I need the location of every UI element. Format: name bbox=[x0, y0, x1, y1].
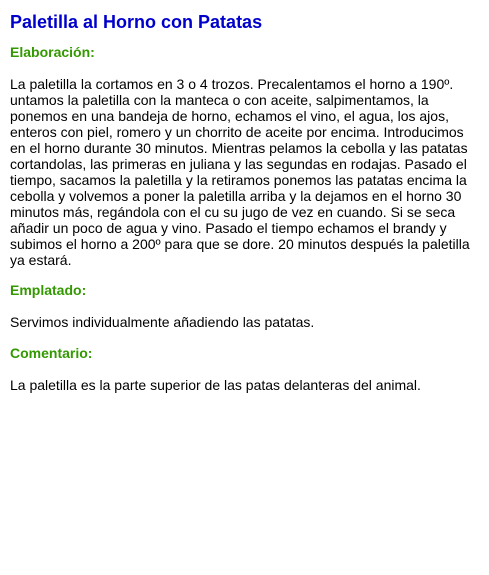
comentario-heading: Comentario: bbox=[10, 345, 93, 361]
comentario-text: La paletilla es la parte superior de las patas delanteras del animal. bbox=[10, 377, 421, 393]
elaboracion-text: La paletilla la cortamos en 3 o 4 trozos. Precalentamos el horno a 190º. untamos la paletilla con la manteca o con aceite, salpimentamos, la ponemos en una bandeja de horno, echamos el vino, el agua, los ajos, enteros con piel, romero y un chorrito de aceite por encima. Introducimos en el horno durante 30 minutos. Mientras pelamos la cebolla y las patatas cortandolas, las primeras en juliana y las segundas en rodajas. Pasado el tiempo, sacamos la paletilla y la retiramos ponemos las patatas encima la cebolla y volvemos a poner la paletilla arriba y la dejamos en el horno 30 minutos más, regándola con el cu su jugo de vez en cuando. Si se seca añadir un poco de agua y vino. Pasado el tiempo echamos el brandy y subimos el horno a 200º para que se dore. 20 minutos después la paletilla ya estará. bbox=[10, 76, 470, 268]
elaboracion-heading: Elaboración: bbox=[10, 44, 95, 60]
emplatado-heading: Emplatado: bbox=[10, 282, 87, 298]
emplatado-text: Servimos individualmente añadiendo las patatas. bbox=[10, 314, 315, 330]
recipe-title: Paletilla al Horno con Patatas bbox=[10, 12, 263, 32]
